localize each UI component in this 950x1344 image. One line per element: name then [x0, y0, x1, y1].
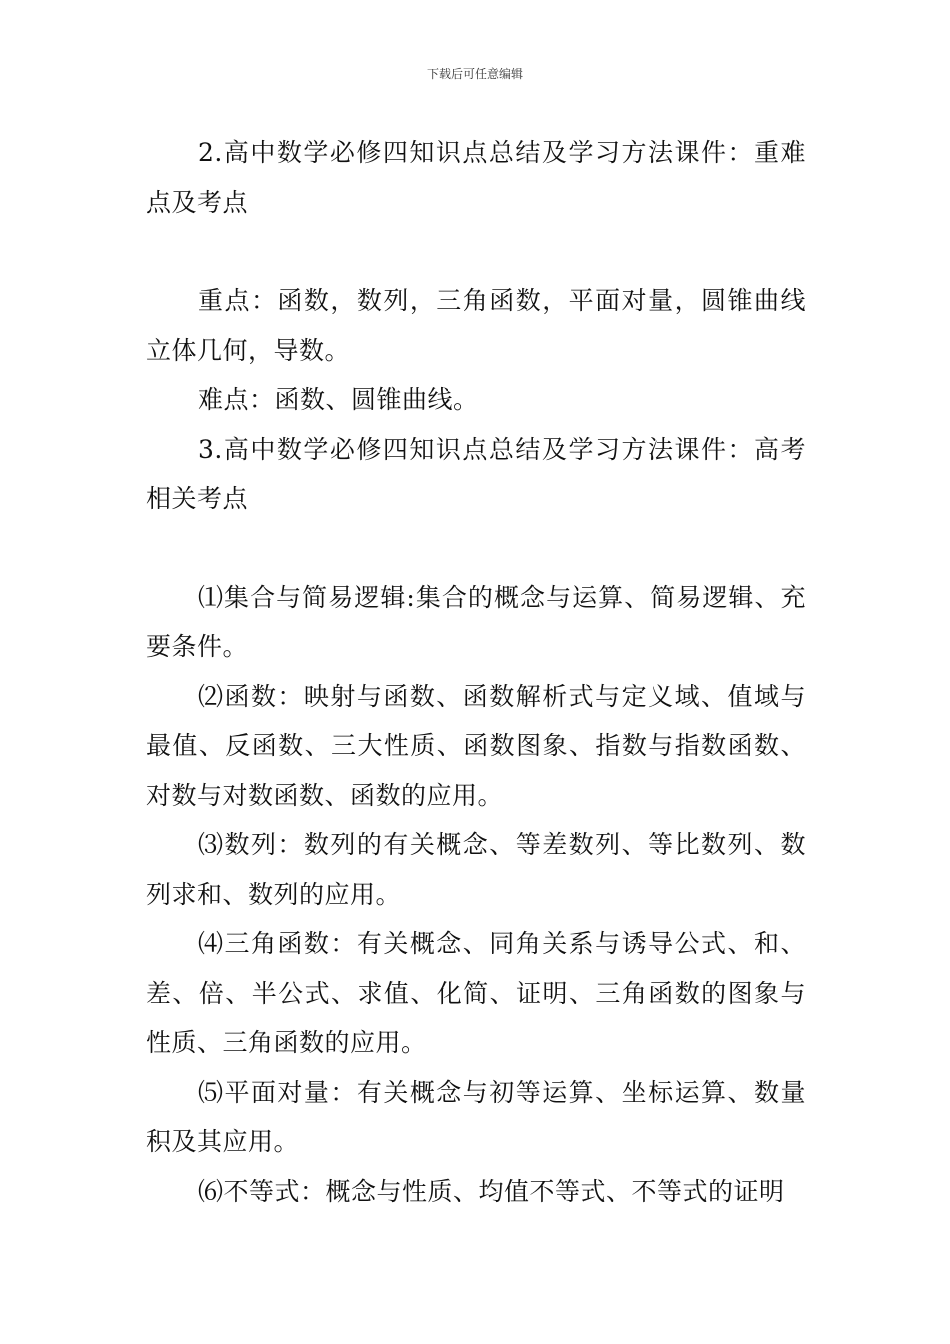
paragraph-difficult-points: 难点：函数、圆锥曲线。	[198, 385, 479, 414]
paragraph-sets-logic: ⑴集合与简易逻辑:集合的概念与运算、简易逻辑、充要条件。	[146, 582, 806, 661]
paragraph-gap	[146, 227, 806, 276]
paragraph-functions: ⑵函数：映射与函数、函数解析式与定义域、值域与最值、反函数、三大性质、函数图象、指数与指数函数、对数与对数函数、函数的应用。	[146, 681, 806, 810]
paragraph-key-points: 重点：函数，数列，三角函数，平面对量，圆锥曲线立体几何，导数。	[146, 286, 806, 365]
paragraph-trigonometry: ⑷三角函数：有关概念、同角关系与诱导公式、和、差、倍、半公式、求值、化简、证明、三角函数的图象与性质、三角函数的应用。	[146, 929, 806, 1057]
paragraph-key-points-heading: 2.高中数学必修四知识点总结及学习方法课件：重难点及考点	[146, 138, 806, 217]
paragraph-gap	[146, 524, 806, 573]
paragraph-sequences: ⑶数列：数列的有关概念、等差数列、等比数列、数列求和、数列的应用。	[146, 830, 806, 909]
page-header: 下载后可任意编辑	[426, 67, 523, 81]
paragraph-exam-points-heading: 3.高中数学必修四知识点总结及学习方法课件：高考相关考点	[146, 434, 806, 513]
paragraph-plane-vectors: ⑸平面对量：有关概念与初等运算、坐标运算、数量积及其应用。	[146, 1077, 806, 1156]
paragraph-inequalities: ⑹不等式：概念与性质、均值不等式、不等式的证明	[198, 1176, 785, 1206]
document-body	[146, 128, 806, 1216]
